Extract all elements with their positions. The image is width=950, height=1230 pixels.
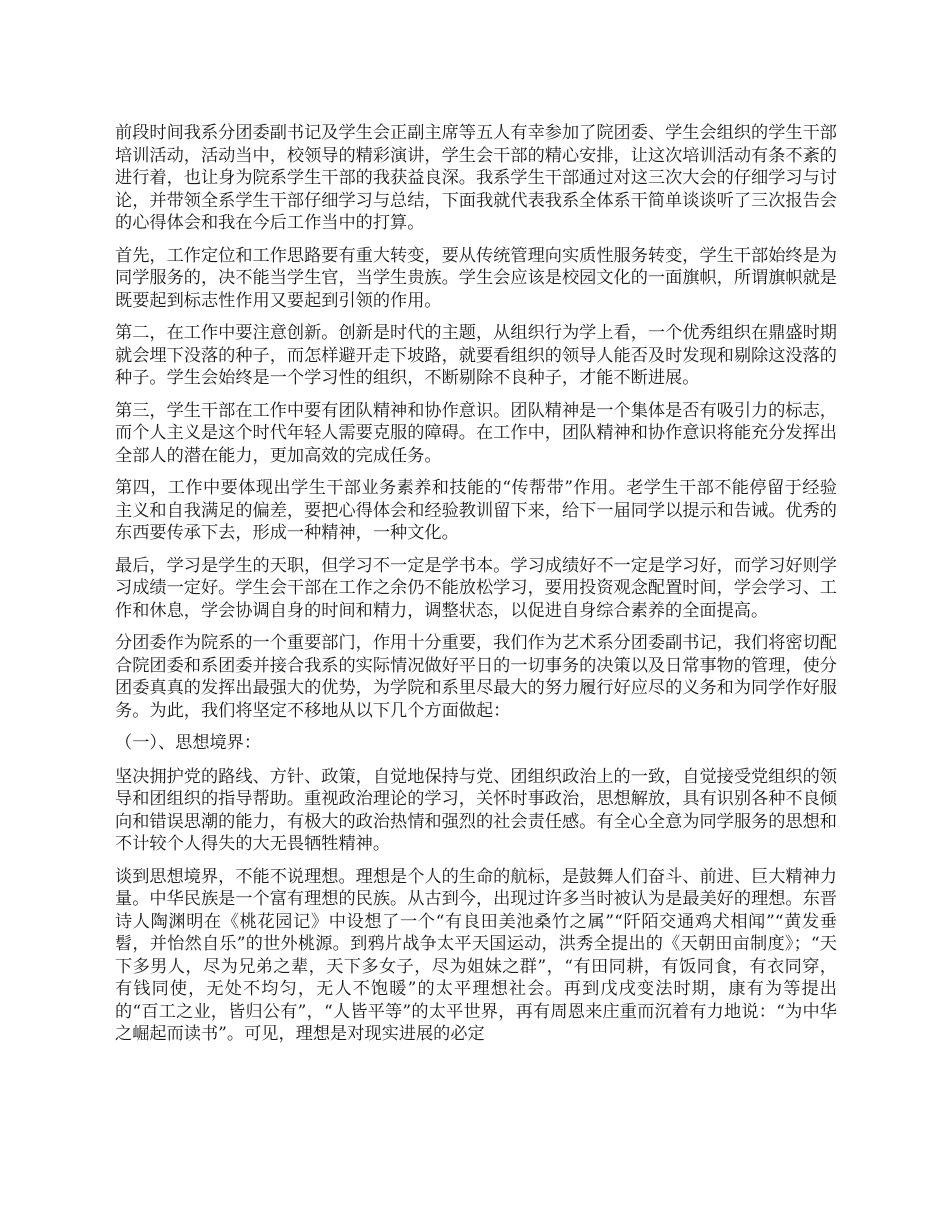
document-body xyxy=(115,122,837,1056)
paragraph-last-point: 最后，学习是学生的天职，但学习不一定是学书本。学习成绩好不一定是学习好，而学习好则学习成绩一定好。学生会干部在工作之余仍不能放松学习，要用投资观念配置时间，学会学习、工作和休息，学会协调自身的时间和精力，调整状态，以促进自身综合素养的全面提高。 xyxy=(115,555,837,621)
paragraph-plan: 分团委作为院系的一个重要部门，作用十分重要，我们作为艺术系分团委副书记，我们将密切配合院团委和系团委并接合我系的实际情况做好平日的一切事务的决策以及日常事物的管理，使分团委真真的发挥出最强大的优势，为学院和系里尽最大的努力履行好应尽的义务和为同学作好服务。为此，我们将坚定不移地从以下几个方面做起： xyxy=(115,633,837,721)
paragraph-first-point: 首先，工作定位和工作思路要有重大转变，要从传统管理向实质性服务转变，学生干部始终是为同学服务的，决不能当学生官，当学生贵族。学生会应该是校园文化的一面旗帜，所谓旗帜就是既要起到标志性作用又要起到引领的作用。 xyxy=(115,245,837,311)
section-heading-ideology: （一）、思想境界： xyxy=(115,733,262,753)
paragraph-fourth-point: 第四，工作中要体现出学生干部业务素养和技能的“传帮带”作用。老学生干部不能停留于经验主义和自我满足的偏差，要把心得体会和经验教训留下来，给下一届同学以提示和告诫。优秀的东西要传承下去，形成一种精神，一种文化。 xyxy=(115,478,837,543)
paragraph-ideals: 谈到思想境界，不能不说理想。理想是个人的生命的航标，是鼓舞人们奋斗、前进、巨大精神力量。中华民族是一个富有理想的民族。从古到今，出现过许多当时被认为是最美好的理想。东晋诗人陶渊明在《桃花园记》中设想了一个“有良田美池桑竹之属”“阡陌交通鸡犬相闻”“黄发垂髫，并怡然自乐”的世外桃源。到鸦片战争太平天国运动，洪秀全提出的《天朝田亩制度》；“天下多男人，尽为兄弟之辈，天下多女子，尽为姐妹之群”，“有田同耕，有饭同食，有衣同穿，有钱同使，无处不均匀，无人不饱暖”的太平理想社会。再到戊戌变法时期，康有为等提出的“百工之业，皆归公有”，“人皆平等”的太平世界，再有周恩来庄重而沉着有力地说：“为中华之崛起而读书”。可见，理想是对现实进展的必定 xyxy=(115,866,837,1044)
paragraph-intro: 前段时间我系分团委副书记及学生会正副主席等五人有幸参加了院团委、学生会组织的学生干部培训活动，活动当中，校领导的精彩演讲，学生会干部的精心安排，让这次培训活动有条不紊的进行着，也让身为院系学生干部的我获益良深。我系学生干部通过对这三次大会的仔细学习与讨论，并带领全系学生干部仔细学习与总结，下面我就代表我系全体系干简单谈谈听了三次报告会的心得体会和我在今后工作当中的打算。 xyxy=(115,123,837,233)
paragraph-third-point: 第三，学生干部在工作中要有团队精神和协作意识。团队精神是一个集体是否有吸引力的标志，而个人主义是这个时代年轻人需要克服的障碍。在工作中，团队精神和协作意识将能充分发挥出全部人的潜在能力，更加高效的完成任务。 xyxy=(115,400,837,466)
paragraph-ideology: 坚决拥护党的路线、方针、政策，自觉地保持与党、团组织政治上的一致，自觉接受党组织的领导和团组织的指导帮助。重视政治理论的学习，关怀时事政治，思想解放，具有识别各种不良倾向和错误思潮的能力，有极大的政治热情和强烈的社会责任感。有全心全意为同学服务的思想和不计较个人得失的大无畏牺牲精神。 xyxy=(115,766,837,854)
paragraph-second-point: 第二，在工作中要注意创新。创新是时代的主题，从组织行为学上看，一个优秀组织在鼎盛时期就会埋下没落的种子，而怎样避开走下坡路，就要看组织的领导人能否及时发现和剔除这没落的种子。学生会始终是一个学习性的组织，不断剔除不良种子，才能不断进展。 xyxy=(115,323,837,388)
